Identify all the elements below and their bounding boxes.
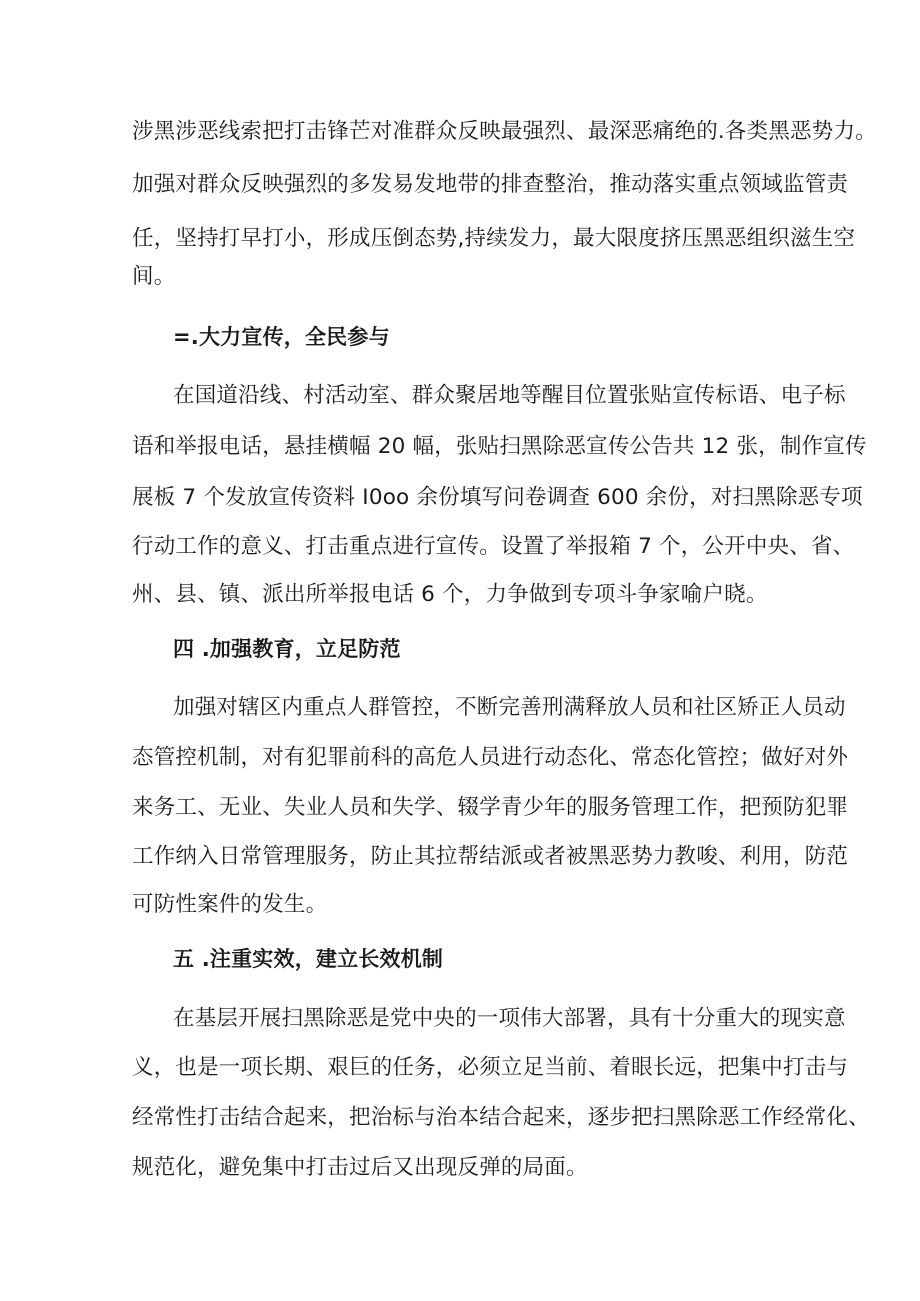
paragraph-line: 在基层开展扫黑除恶是党中央的一项伟大部署，具有十分重大的现实意 bbox=[173, 1006, 846, 1031]
paragraph-line: 可防性案件的发生。 bbox=[132, 892, 328, 917]
paragraph-line: 展板 7 个发放宣传资料 I0oo 余份填写问卷调查 600 余份，对扫黑除恶专项 bbox=[132, 485, 863, 510]
paragraph-line: 在国道沿线、村活动室、群众聚居地等醒目位置张贴宣传标语、电子标 bbox=[173, 383, 846, 408]
section-heading: =.大力宣传，全民参与 bbox=[173, 325, 390, 349]
paragraph-line: 来务工、无业、失业人员和失学、辍学青少年的服务管理工作，把预防犯罪 bbox=[132, 795, 849, 820]
paragraph-line: 任，坚持打早打小，形成压倒态势,持续发力，最大限度挤压黑恶组织滋生空 bbox=[132, 226, 856, 251]
section-heading: 四 .加强教育，立足防范 bbox=[173, 637, 401, 661]
paragraph-line: 态管控机制，对有犯罪前科的高危人员进行动态化、常态化管控；做好对外 bbox=[132, 745, 849, 770]
paragraph-line: 工作纳入日常管理服务，防止其拉帮结派或者被黑恶势力教唆、利用，防范 bbox=[132, 844, 849, 869]
paragraph-line: 加强对辖区内重点人群管控，不断完善刑满释放人员和社区矫正人员动 bbox=[173, 695, 846, 720]
paragraph-line: 涉黑涉恶线索把打击锋芒对准群众反映最强烈、最深恶痛绝的.各类黑恶势力。 bbox=[132, 119, 877, 144]
paragraph-line: 语和举报电话，悬挂横幅 20 幅，张贴扫黑除恶宣传公告共 12 张，制作宣传 bbox=[132, 434, 867, 459]
paragraph-line: 规范化，避免集中打击过后又出现反弹的局面。 bbox=[132, 1155, 588, 1180]
paragraph-line: 行动工作的意义、打击重点进行宣传。设置了举报箱 7 个，公开中央、省、 bbox=[132, 534, 855, 559]
paragraph-line: 州、县、镇、派出所举报电话 6 个，力争做到专项斗争家喻户晓。 bbox=[132, 582, 768, 607]
paragraph-line: 加强对群众反映强烈的多发易发地带的排查整治，推动落实重点领域监管责 bbox=[132, 172, 849, 197]
paragraph-line: 间。 bbox=[132, 264, 176, 289]
section-heading: 五 .注重实效，建立长效机制 bbox=[173, 947, 444, 971]
paragraph-line: 义，也是一项长期、艰巨的任务，必须立足当前、着眼长远，把集中打击与 bbox=[132, 1055, 849, 1080]
paragraph-line: 经常性打击结合起来，把治标与治本结合起来，逐步把扫黑除恶工作经常化、 bbox=[132, 1105, 870, 1130]
